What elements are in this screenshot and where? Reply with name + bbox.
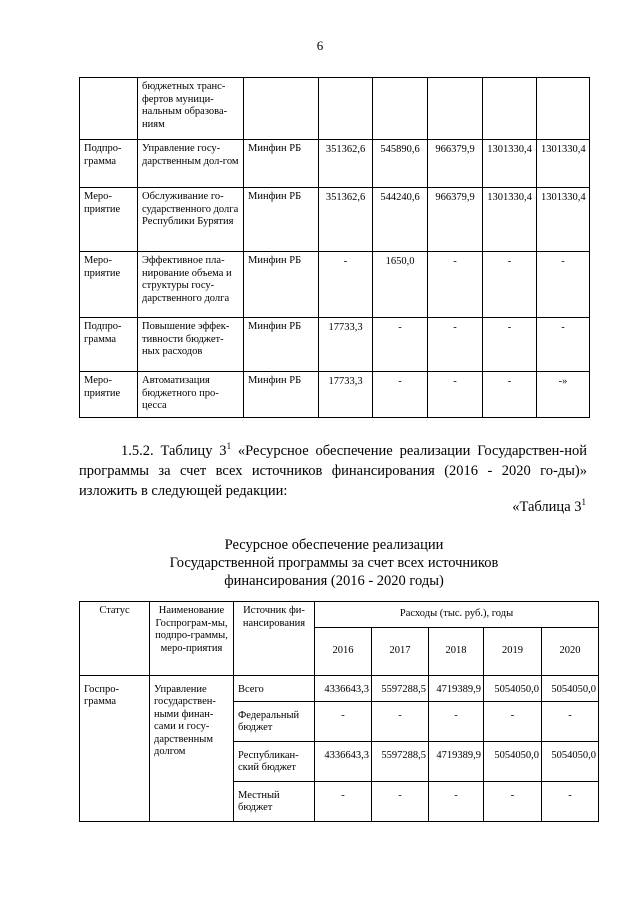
row-status: Подпро-грамма: [80, 318, 138, 372]
table-row: [80, 318, 590, 372]
row-value: -: [428, 372, 483, 418]
row-name: Эффективное пла-нирование объема и структуры госу-дарственного долга: [138, 252, 244, 318]
row-value: 5054050,0: [542, 675, 599, 701]
title-line-2: Государственной программы за счет всех источников: [169, 555, 499, 571]
row-value: -: [428, 252, 483, 318]
row-value: 5054050,0: [484, 675, 542, 701]
paragraph-text: «Ресурсное обеспечение реализации Государствен-ной программы за счет всех источников финансирования (2016 - 2020 го-ды)» изложить в следующей редакции:: [79, 442, 587, 499]
row-value: [319, 78, 373, 140]
row-value: 4719389,9: [429, 675, 484, 701]
table-continuation: [79, 77, 590, 418]
row-source: Минфин РБ: [244, 318, 319, 372]
row-value: -»: [537, 372, 590, 418]
row-value: 5597288,5: [372, 741, 429, 781]
row-value: -: [483, 372, 537, 418]
row-value: 351362,6: [319, 140, 373, 188]
row-value: -: [373, 372, 428, 418]
table-row: [80, 675, 599, 701]
row-value: -: [484, 781, 542, 821]
row-value: [428, 78, 483, 140]
table-reference-text: «Таблица 3: [512, 498, 582, 515]
row-source: Минфин РБ: [244, 140, 319, 188]
row-status: Меро-приятие: [80, 252, 138, 318]
row-value: 1301330,4: [537, 188, 590, 252]
header-year: 2019: [484, 627, 542, 675]
row-value: 4336643,3: [315, 675, 372, 701]
row-value: -: [429, 781, 484, 821]
row-source: Республикан-ский бюджет: [234, 741, 315, 781]
title-line-3: финансирования (2016 - 2020 годы): [224, 573, 444, 589]
row-value: -: [537, 252, 590, 318]
table-row: [80, 372, 590, 418]
header-year: 2020: [542, 627, 599, 675]
row-value: -: [542, 781, 599, 821]
row-value: 1301330,4: [537, 140, 590, 188]
row-name: Автоматизация бюджетного про-цесса: [138, 372, 244, 418]
row-status: Меро-приятие: [80, 372, 138, 418]
page-number: 6: [316, 38, 324, 53]
row-value: -: [315, 781, 372, 821]
table-row: [80, 252, 590, 318]
row-value: -: [429, 701, 484, 741]
row-name: Управление госу-дарственным дол-гом: [138, 140, 244, 188]
header-expenses: Расходы (тыс. руб.), годы: [315, 602, 599, 628]
row-value: 4336643,3: [315, 741, 372, 781]
row-value: 4719389,9: [429, 741, 484, 781]
row-value: -: [428, 318, 483, 372]
row-name: бюджетных транс-фертов муници-нальным образова-ниям: [138, 78, 244, 140]
row-status: Меро-приятие: [80, 188, 138, 252]
program-status: Госпро-грамма: [80, 675, 150, 821]
table-reference-sup: 1: [581, 497, 586, 507]
row-value: 5597288,5: [372, 675, 429, 701]
header-year: 2018: [429, 627, 484, 675]
row-value: [373, 78, 428, 140]
row-value: 544240,6: [373, 188, 428, 252]
table-reference: [512, 497, 586, 516]
row-value: -: [483, 318, 537, 372]
row-value: -: [483, 252, 537, 318]
table-row: [80, 78, 590, 140]
row-value: -: [372, 781, 429, 821]
row-value: 1301330,4: [483, 188, 537, 252]
title-line-1: Ресурсное обеспечение реализации: [224, 537, 444, 553]
paragraph-number: 1.5.2. Таблицу 3: [121, 442, 227, 459]
row-value: 5054050,0: [542, 741, 599, 781]
row-value: 1301330,4: [483, 140, 537, 188]
row-source: Минфин РБ: [244, 188, 319, 252]
row-value: 966379,9: [428, 188, 483, 252]
table-row: [80, 188, 590, 252]
row-status: Подпро-грамма: [80, 140, 138, 188]
paragraph-sup: 1: [226, 441, 232, 451]
table-title: [79, 536, 589, 590]
row-value: 17733,3: [319, 318, 373, 372]
row-value: -: [542, 701, 599, 741]
row-value: -: [315, 701, 372, 741]
row-source: [244, 78, 319, 140]
row-name: Обслуживание го-сударственного долга Республики Бурятия: [138, 188, 244, 252]
paragraph-1-5-2: [79, 436, 587, 501]
row-value: -: [537, 318, 590, 372]
row-source: Всего: [234, 675, 315, 701]
header-source: Источник фи-нансирования: [234, 602, 315, 676]
row-value: 1650,0: [373, 252, 428, 318]
row-status: [80, 78, 138, 140]
row-value: 5054050,0: [484, 741, 542, 781]
row-value: 966379,9: [428, 140, 483, 188]
row-value: [537, 78, 590, 140]
resource-table: [79, 601, 599, 822]
row-value: -: [484, 701, 542, 741]
row-value: -: [373, 318, 428, 372]
row-value: 17733,3: [319, 372, 373, 418]
header-name: Наименование Госпрограм-мы, подпро-граммы, меро-приятия: [150, 602, 234, 676]
header-year: 2017: [372, 627, 429, 675]
row-source: Минфин РБ: [244, 372, 319, 418]
row-value: -: [319, 252, 373, 318]
row-value: 351362,6: [319, 188, 373, 252]
row-value: [483, 78, 537, 140]
row-name: Повышение эффек-тивности бюджет-ных расходов: [138, 318, 244, 372]
header-year: 2016: [315, 627, 372, 675]
row-source: Местный бюджет: [234, 781, 315, 821]
row-source: Федеральный бюджет: [234, 701, 315, 741]
table-row: [80, 140, 590, 188]
program-name: Управление государствен-ными финан-сами и госу-дарственным долгом: [150, 675, 234, 821]
row-source: Минфин РБ: [244, 252, 319, 318]
header-status: Статус: [80, 602, 150, 676]
row-value: -: [372, 701, 429, 741]
row-value: 545890,6: [373, 140, 428, 188]
